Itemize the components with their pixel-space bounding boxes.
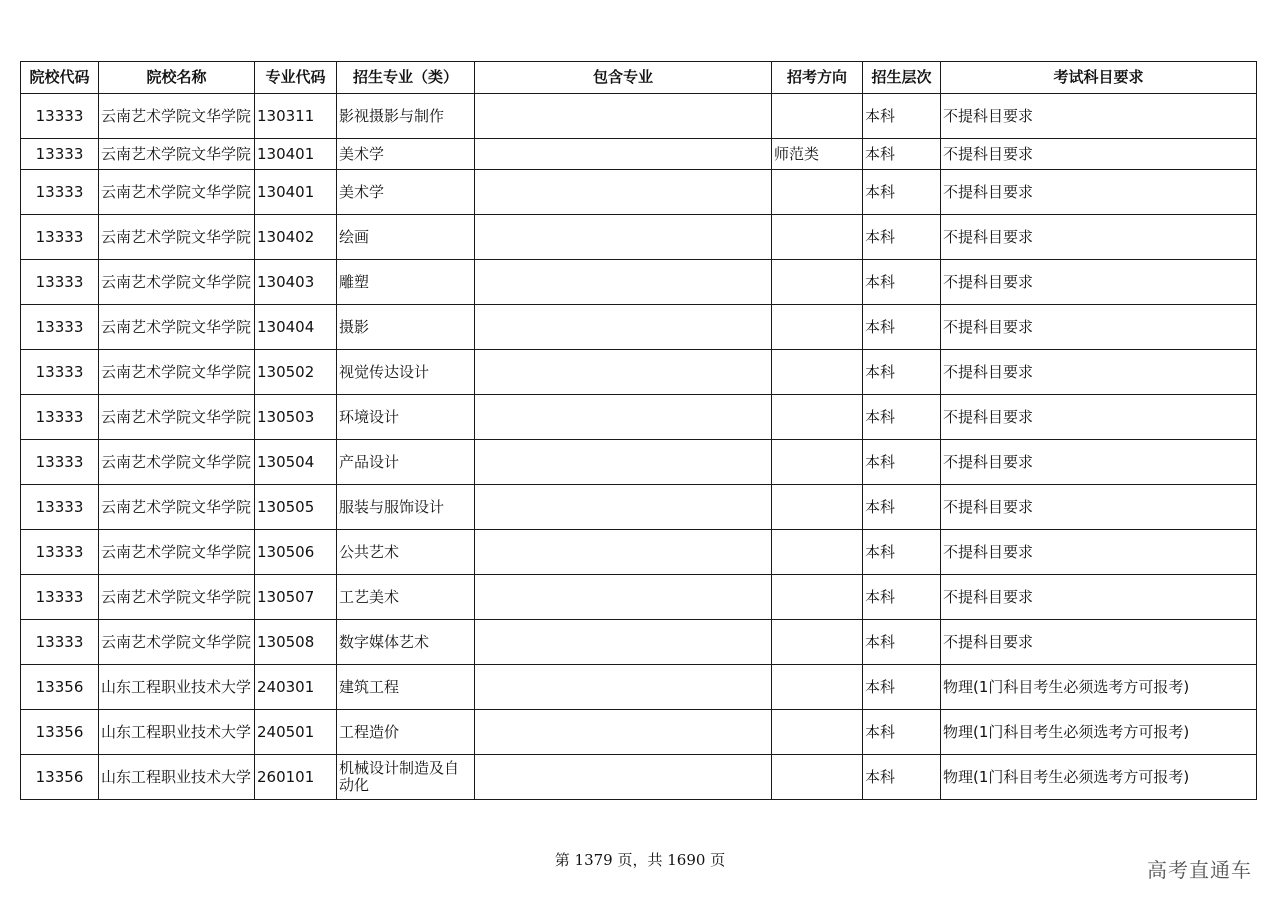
cell-school-code: 13333 xyxy=(21,139,99,170)
cell-included-majors xyxy=(475,530,772,575)
cell-subject-requirement: 不提科目要求 xyxy=(941,94,1257,139)
cell-major: 公共艺术 xyxy=(337,530,475,575)
cell-major: 机械设计制造及自动化 xyxy=(337,755,475,800)
table-row xyxy=(21,305,1257,350)
cell-included-majors xyxy=(475,350,772,395)
table-row xyxy=(21,710,1257,755)
cell-major-code: 130401 xyxy=(255,139,337,170)
cell-direction xyxy=(772,440,863,485)
cell-major: 雕塑 xyxy=(337,260,475,305)
cell-major: 视觉传达设计 xyxy=(337,350,475,395)
cell-major: 工艺美术 xyxy=(337,575,475,620)
page-mid: 页，共 xyxy=(612,851,668,869)
page-total: 1690 xyxy=(667,851,706,869)
cell-school-name: 云南艺术学院文华学院 xyxy=(99,440,255,485)
table-header-row xyxy=(21,62,1257,94)
cell-school-code: 13333 xyxy=(21,620,99,665)
cell-school-name: 云南艺术学院文华学院 xyxy=(99,395,255,440)
cell-school-name: 云南艺术学院文华学院 xyxy=(99,94,255,139)
cell-subject-requirement: 不提科目要求 xyxy=(941,530,1257,575)
cell-included-majors xyxy=(475,665,772,710)
cell-level: 本科 xyxy=(863,755,941,800)
table-row xyxy=(21,170,1257,215)
cell-direction xyxy=(772,575,863,620)
cell-major-code: 130504 xyxy=(255,440,337,485)
table-row xyxy=(21,139,1257,170)
cell-school-name: 云南艺术学院文华学院 xyxy=(99,215,255,260)
cell-school-name: 山东工程职业技术大学 xyxy=(99,755,255,800)
cell-direction xyxy=(772,665,863,710)
table-row xyxy=(21,620,1257,665)
cell-level: 本科 xyxy=(863,305,941,350)
header-subject-requirement: 考试科目要求 xyxy=(941,62,1257,94)
cell-level: 本科 xyxy=(863,94,941,139)
cell-school-code: 13333 xyxy=(21,350,99,395)
cell-major-code: 130503 xyxy=(255,395,337,440)
cell-major: 建筑工程 xyxy=(337,665,475,710)
header-school-code: 院校代码 xyxy=(21,62,99,94)
table-row xyxy=(21,755,1257,800)
cell-major: 产品设计 xyxy=(337,440,475,485)
cell-subject-requirement: 不提科目要求 xyxy=(941,395,1257,440)
cell-major: 影视摄影与制作 xyxy=(337,94,475,139)
cell-subject-requirement: 不提科目要求 xyxy=(941,440,1257,485)
cell-school-code: 13333 xyxy=(21,485,99,530)
table-row xyxy=(21,215,1257,260)
cell-included-majors xyxy=(475,395,772,440)
cell-school-code: 13333 xyxy=(21,395,99,440)
cell-school-code: 13333 xyxy=(21,260,99,305)
table-row xyxy=(21,395,1257,440)
cell-school-code: 13356 xyxy=(21,755,99,800)
watermark: 高考直通车 xyxy=(1147,858,1252,882)
cell-included-majors xyxy=(475,215,772,260)
cell-level: 本科 xyxy=(863,260,941,305)
cell-major-code: 130402 xyxy=(255,215,337,260)
cell-included-majors xyxy=(475,139,772,170)
cell-school-name: 云南艺术学院文华学院 xyxy=(99,620,255,665)
cell-subject-requirement: 不提科目要求 xyxy=(941,485,1257,530)
cell-subject-requirement: 不提科目要求 xyxy=(941,170,1257,215)
cell-level: 本科 xyxy=(863,350,941,395)
cell-direction xyxy=(772,94,863,139)
cell-direction xyxy=(772,395,863,440)
cell-included-majors xyxy=(475,755,772,800)
cell-subject-requirement: 不提科目要求 xyxy=(941,215,1257,260)
cell-level: 本科 xyxy=(863,530,941,575)
cell-major-code: 260101 xyxy=(255,755,337,800)
cell-major-code: 130401 xyxy=(255,170,337,215)
cell-subject-requirement: 不提科目要求 xyxy=(941,350,1257,395)
cell-subject-requirement: 不提科目要求 xyxy=(941,305,1257,350)
cell-level: 本科 xyxy=(863,575,941,620)
cell-major-code: 130507 xyxy=(255,575,337,620)
cell-direction xyxy=(772,620,863,665)
cell-school-name: 云南艺术学院文华学院 xyxy=(99,530,255,575)
cell-major-code: 130311 xyxy=(255,94,337,139)
cell-school-code: 13333 xyxy=(21,530,99,575)
cell-direction xyxy=(772,710,863,755)
cell-direction: 师范类 xyxy=(772,139,863,170)
cell-included-majors xyxy=(475,260,772,305)
cell-included-majors xyxy=(475,94,772,139)
cell-school-code: 13333 xyxy=(21,575,99,620)
table-row xyxy=(21,575,1257,620)
cell-subject-requirement: 不提科目要求 xyxy=(941,260,1257,305)
header-level: 招生层次 xyxy=(863,62,941,94)
cell-included-majors xyxy=(475,620,772,665)
cell-direction xyxy=(772,170,863,215)
cell-included-majors xyxy=(475,170,772,215)
cell-school-name: 山东工程职业技术大学 xyxy=(99,665,255,710)
cell-included-majors xyxy=(475,305,772,350)
page-current: 1379 xyxy=(574,851,613,869)
cell-direction xyxy=(772,305,863,350)
page-footer xyxy=(0,849,1280,870)
cell-major: 绘画 xyxy=(337,215,475,260)
cell-school-code: 13356 xyxy=(21,710,99,755)
cell-major-code: 240501 xyxy=(255,710,337,755)
cell-included-majors xyxy=(475,485,772,530)
table-row xyxy=(21,665,1257,710)
cell-school-code: 13333 xyxy=(21,94,99,139)
cell-direction xyxy=(772,530,863,575)
cell-direction xyxy=(772,755,863,800)
cell-included-majors xyxy=(475,440,772,485)
cell-school-name: 云南艺术学院文华学院 xyxy=(99,305,255,350)
header-included-majors: 包含专业 xyxy=(475,62,772,94)
cell-subject-requirement: 物理(1门科目考生必须选考方可报考) xyxy=(941,710,1257,755)
cell-major-code: 130404 xyxy=(255,305,337,350)
cell-major-code: 130502 xyxy=(255,350,337,395)
table-row xyxy=(21,260,1257,305)
cell-level: 本科 xyxy=(863,620,941,665)
cell-level: 本科 xyxy=(863,710,941,755)
cell-direction xyxy=(772,485,863,530)
cell-level: 本科 xyxy=(863,170,941,215)
cell-major: 环境设计 xyxy=(337,395,475,440)
header-school-name: 院校名称 xyxy=(99,62,255,94)
cell-major: 数字媒体艺术 xyxy=(337,620,475,665)
header-major: 招生专业（类） xyxy=(337,62,475,94)
cell-included-majors xyxy=(475,710,772,755)
cell-direction xyxy=(772,350,863,395)
page-suffix: 页 xyxy=(705,851,726,869)
cell-major: 美术学 xyxy=(337,139,475,170)
cell-subject-requirement: 物理(1门科目考生必须选考方可报考) xyxy=(941,755,1257,800)
cell-major: 摄影 xyxy=(337,305,475,350)
cell-level: 本科 xyxy=(863,139,941,170)
cell-level: 本科 xyxy=(863,440,941,485)
table-row xyxy=(21,350,1257,395)
cell-school-name: 云南艺术学院文华学院 xyxy=(99,350,255,395)
cell-major: 工程造价 xyxy=(337,710,475,755)
header-direction: 招考方向 xyxy=(772,62,863,94)
cell-major-code: 130508 xyxy=(255,620,337,665)
header-major-code: 专业代码 xyxy=(255,62,337,94)
cell-major-code: 130505 xyxy=(255,485,337,530)
cell-school-code: 13333 xyxy=(21,305,99,350)
cell-included-majors xyxy=(475,575,772,620)
cell-direction xyxy=(772,260,863,305)
cell-subject-requirement: 不提科目要求 xyxy=(941,575,1257,620)
cell-school-code: 13333 xyxy=(21,440,99,485)
cell-school-code: 13356 xyxy=(21,665,99,710)
cell-school-name: 山东工程职业技术大学 xyxy=(99,710,255,755)
admission-table xyxy=(20,61,1257,800)
table-row xyxy=(21,530,1257,575)
page-prefix: 第 xyxy=(554,851,575,869)
cell-school-name: 云南艺术学院文华学院 xyxy=(99,170,255,215)
cell-level: 本科 xyxy=(863,665,941,710)
table-row xyxy=(21,94,1257,139)
cell-direction xyxy=(772,215,863,260)
cell-level: 本科 xyxy=(863,485,941,530)
cell-school-name: 云南艺术学院文华学院 xyxy=(99,485,255,530)
cell-level: 本科 xyxy=(863,395,941,440)
cell-major: 服装与服饰设计 xyxy=(337,485,475,530)
table-row xyxy=(21,485,1257,530)
cell-subject-requirement: 物理(1门科目考生必须选考方可报考) xyxy=(941,665,1257,710)
cell-school-name: 云南艺术学院文华学院 xyxy=(99,260,255,305)
cell-subject-requirement: 不提科目要求 xyxy=(941,620,1257,665)
cell-major-code: 130506 xyxy=(255,530,337,575)
cell-school-name: 云南艺术学院文华学院 xyxy=(99,575,255,620)
cell-school-name: 云南艺术学院文华学院 xyxy=(99,139,255,170)
cell-major-code: 130403 xyxy=(255,260,337,305)
cell-school-code: 13333 xyxy=(21,170,99,215)
table-row xyxy=(21,440,1257,485)
cell-major: 美术学 xyxy=(337,170,475,215)
cell-level: 本科 xyxy=(863,215,941,260)
table-body xyxy=(21,94,1257,800)
cell-subject-requirement: 不提科目要求 xyxy=(941,139,1257,170)
cell-school-code: 13333 xyxy=(21,215,99,260)
cell-major-code: 240301 xyxy=(255,665,337,710)
